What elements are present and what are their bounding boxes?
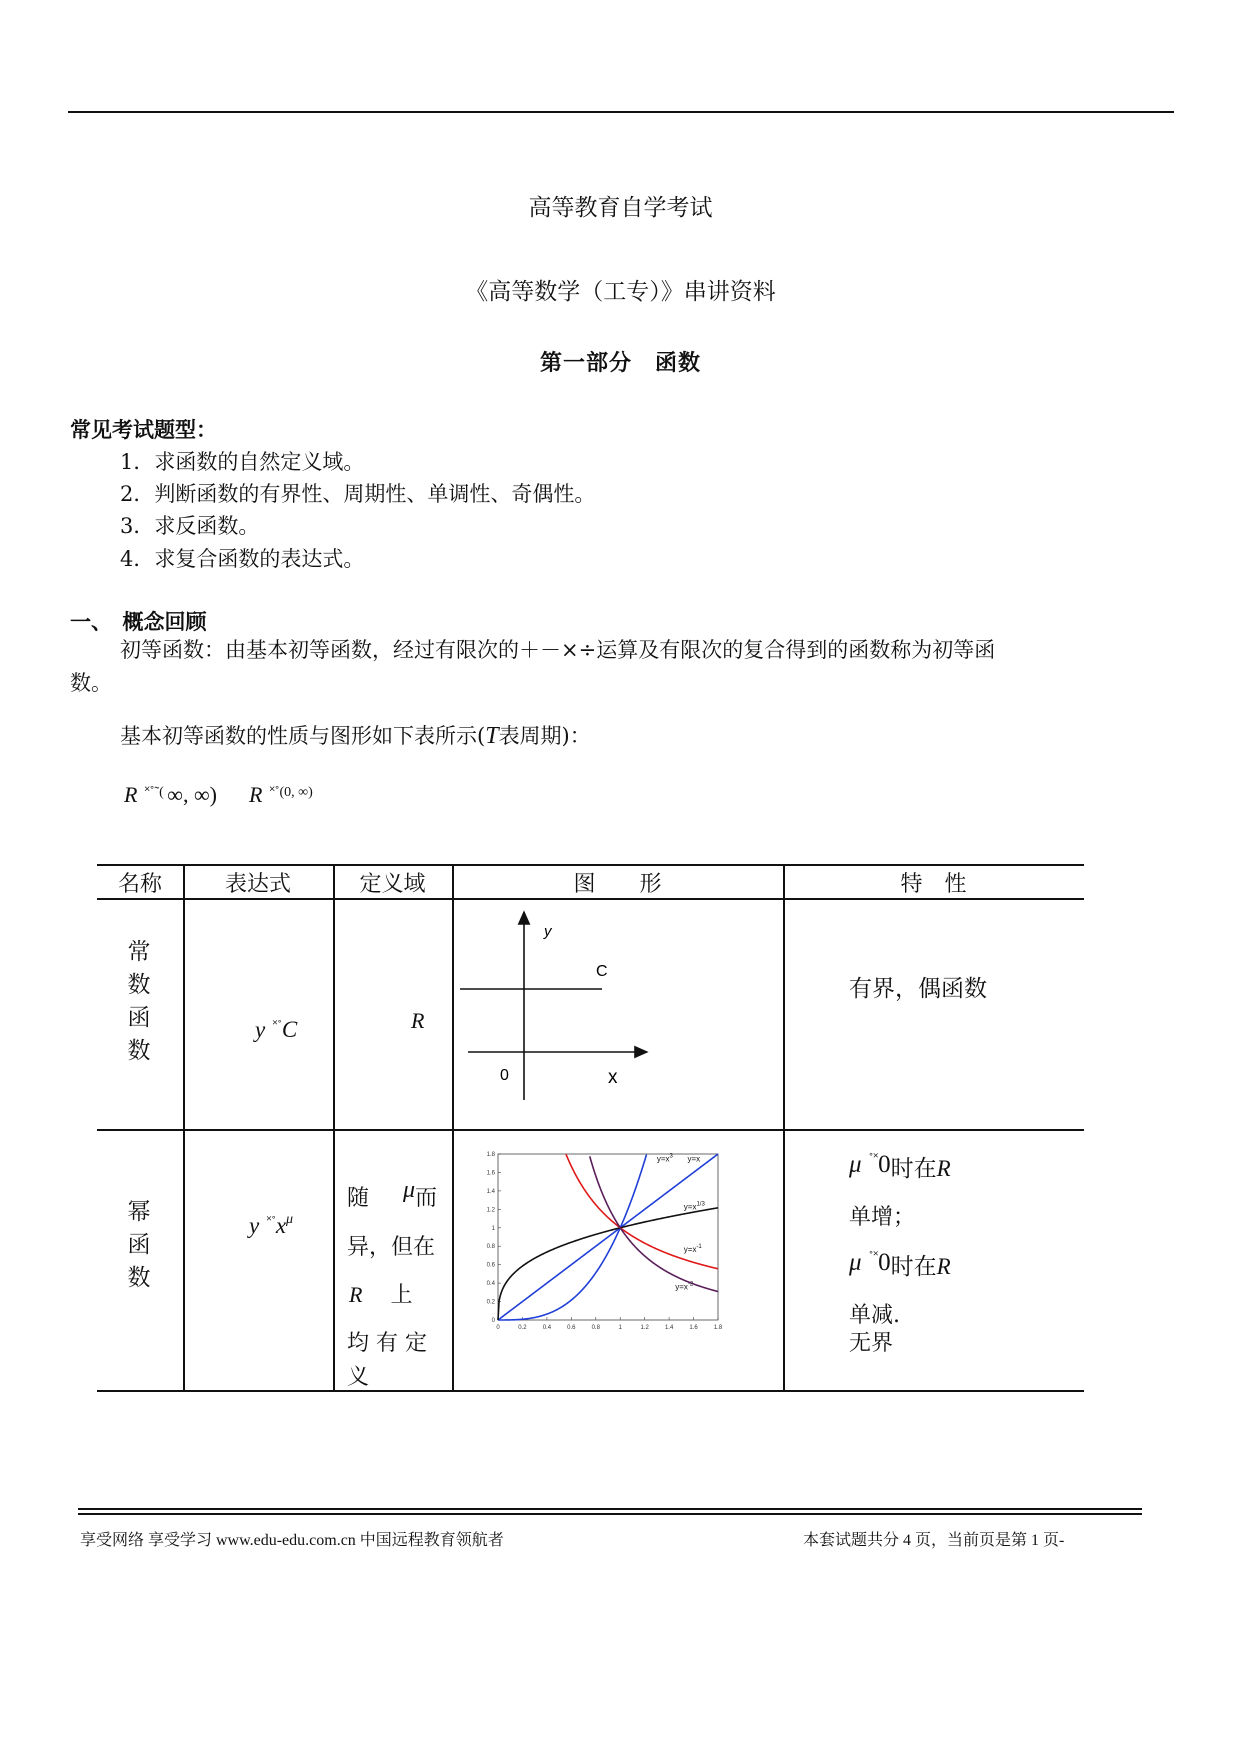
symbol-R: R bbox=[124, 782, 138, 807]
table-divider bbox=[783, 864, 785, 1391]
footer-rule bbox=[78, 1513, 1142, 1515]
y-tick-label: 1.6 bbox=[486, 1170, 495, 1177]
origin-label: 0 bbox=[500, 1067, 509, 1084]
y-tick-label: 0.6 bbox=[486, 1262, 495, 1269]
para2-prefix: 基本初等函数的性质与图形如下表所示( bbox=[120, 724, 486, 748]
symbol-R: R bbox=[249, 782, 263, 807]
constant-expression: y ˟˚C bbox=[255, 1017, 298, 1042]
section-heading: 一、 概念回顾 bbox=[70, 610, 207, 634]
garbled-symbol: ˟˚(0, ∞) bbox=[269, 785, 313, 800]
paragraph-line: 数。 bbox=[70, 671, 112, 695]
power-function-chart bbox=[472, 1144, 778, 1346]
y-axis-label: y bbox=[544, 923, 552, 940]
c-label: C bbox=[596, 963, 608, 980]
power-domain-line5: 义 bbox=[347, 1365, 370, 1390]
list-item: 3．求反函数。 bbox=[120, 514, 260, 538]
x-tick-label: 1.4 bbox=[664, 1325, 674, 1331]
x-tick-label: 0.8 bbox=[591, 1325, 600, 1331]
x-tick-label: 1 bbox=[618, 1325, 622, 1331]
row-name-power: 幂 函 数 bbox=[127, 1199, 151, 1291]
header-property: 特 性 bbox=[900, 872, 967, 897]
header-graph: 图 形 bbox=[573, 872, 662, 897]
x-tick-label: 1.2 bbox=[640, 1325, 649, 1331]
y-tick-label: 0 bbox=[491, 1318, 495, 1324]
x-tick-label: 0.2 bbox=[518, 1325, 527, 1331]
function-table bbox=[97, 864, 1084, 1391]
list-item: 1．求函数的自然定义域。 bbox=[120, 450, 365, 474]
footer-right: 本套试题共分 4 页，当前页是第 1 页- bbox=[803, 1532, 1065, 1549]
power-domain-line1: 随 μ而 bbox=[347, 1177, 438, 1211]
power-domain-line3: R 上 bbox=[349, 1282, 413, 1308]
table-rule bbox=[97, 864, 1084, 866]
y-tick-label: 1.8 bbox=[486, 1152, 495, 1158]
header-name: 名称 bbox=[117, 872, 162, 897]
y-tick-label: 1.2 bbox=[486, 1207, 495, 1214]
power-property-line1: μ ˚˟0时在R bbox=[849, 1150, 951, 1182]
x-tick-label: 1.8 bbox=[713, 1325, 723, 1331]
garbled-symbol: ˟˚˜( bbox=[144, 785, 168, 800]
series-label: $y=x^{1/3}$ bbox=[683, 1201, 705, 1212]
series-label: $y=x^{-2}$ bbox=[675, 1281, 694, 1292]
paragraph-line: 初等函数：由基本初等函数，经过有限次的＋－×÷运算及有限次的复合得到的函数称为初等函 bbox=[120, 638, 996, 662]
y-tick-label: 0.8 bbox=[486, 1244, 495, 1251]
paragraph-period-note bbox=[120, 720, 591, 753]
power-domain-line2: 异，但在 bbox=[347, 1235, 436, 1260]
power-property-line2: 单增； bbox=[849, 1205, 916, 1230]
table-rule bbox=[97, 1390, 1084, 1392]
x-axis-label: x bbox=[608, 1067, 618, 1088]
footer-rule bbox=[78, 1508, 1142, 1510]
constant-property: 有界，偶函数 bbox=[849, 976, 987, 1002]
power-domain-line4: 均 有 定 bbox=[347, 1331, 427, 1356]
y-tick-label: 1.4 bbox=[486, 1188, 495, 1195]
table-divider bbox=[183, 864, 185, 1391]
para2-suffix: 表周期)： bbox=[498, 724, 591, 748]
header-domain: 定义域 bbox=[359, 872, 426, 897]
y-tick-label: 0.2 bbox=[486, 1299, 495, 1306]
exam-types-heading: 常见考试题型： bbox=[70, 418, 217, 442]
power-property-line3: μ ˚˟0时在R bbox=[849, 1248, 951, 1280]
top-rule bbox=[68, 111, 1174, 113]
course-title: 《高等数学（工专）》串讲资料 bbox=[465, 279, 776, 305]
exam-name: 高等教育自学考试 bbox=[528, 195, 713, 221]
interval: ∞, ∞) bbox=[167, 782, 217, 807]
power-property-line4: 单减. bbox=[849, 1303, 900, 1328]
constant-function-graph bbox=[452, 900, 783, 1129]
series-label: $y=x^{-1}$ bbox=[683, 1243, 702, 1254]
table-rule bbox=[97, 1129, 1084, 1131]
y-tick-label: 1 bbox=[491, 1225, 495, 1232]
header-expression: 表达式 bbox=[224, 872, 291, 897]
symbol-T: T bbox=[485, 723, 499, 749]
series-label: $y=x^3$ bbox=[656, 1153, 673, 1164]
part-title: 第一部分 函数 bbox=[539, 351, 701, 376]
constant-domain: R bbox=[411, 1008, 425, 1033]
power-property-line5: 无界 bbox=[849, 1331, 894, 1356]
list-item: 2．判断函数的有界性、周期性、单调性、奇偶性。 bbox=[120, 482, 596, 506]
power-expression: y $^{˟˚}x^\mu$ bbox=[249, 1212, 294, 1238]
x-tick-label: 0.6 bbox=[567, 1325, 576, 1331]
x-tick-label: 0 bbox=[496, 1325, 500, 1331]
table-divider bbox=[333, 864, 335, 1391]
domain-formula bbox=[124, 782, 313, 808]
list-item: 4．求复合函数的表达式。 bbox=[120, 547, 365, 571]
x-tick-label: 0.4 bbox=[542, 1325, 552, 1331]
x-tick-label: 1.6 bbox=[689, 1325, 698, 1331]
y-tick-label: 0.4 bbox=[486, 1281, 495, 1288]
footer-left: 享受网络 享受学习 www.edu-edu.com.cn 中国远程教育领航者 bbox=[80, 1532, 504, 1549]
row-name-constant: 常 数 函 数 bbox=[127, 939, 151, 1064]
series-label: y=x bbox=[687, 1154, 701, 1164]
